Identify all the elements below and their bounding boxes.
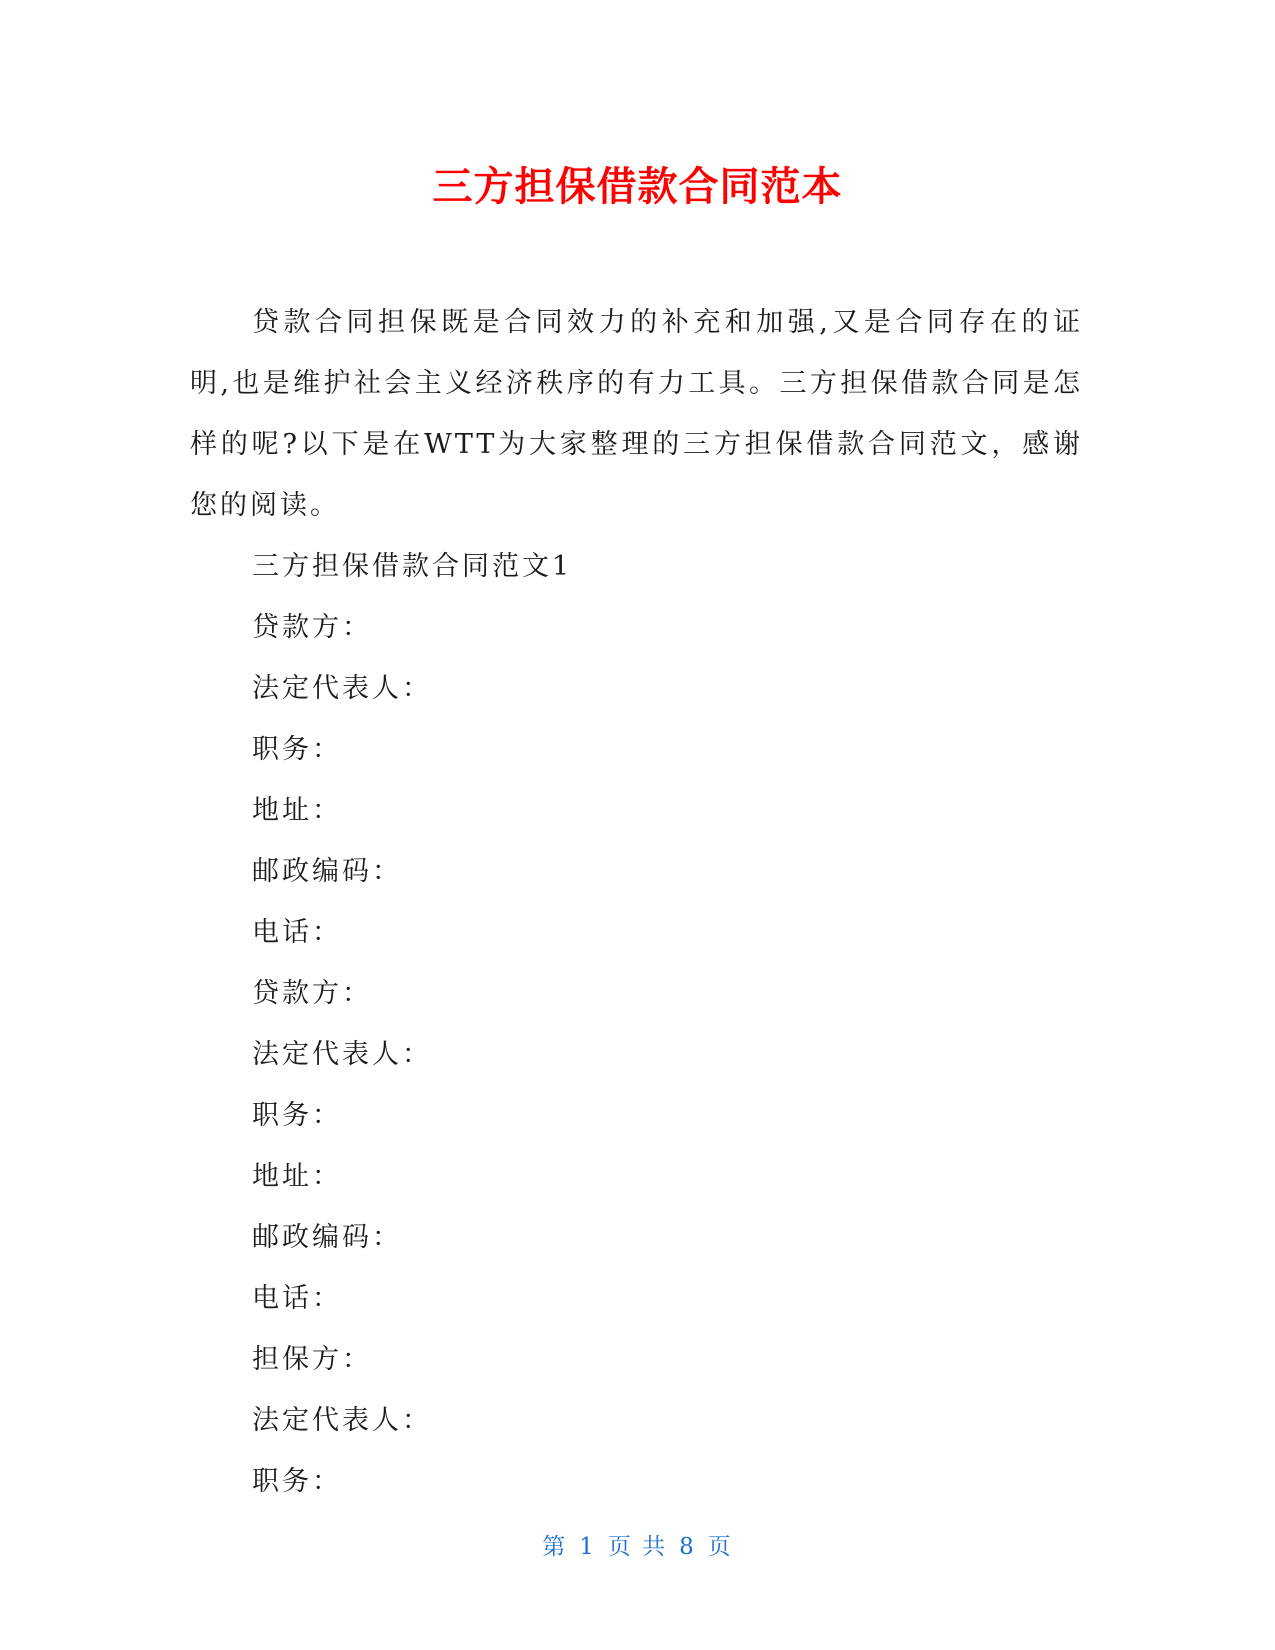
footer-total-pages: 8	[679, 1534, 696, 1560]
borrower-postcode-label: 邮政编码：	[252, 1222, 402, 1253]
lender-representative-label: 法定代表人：	[252, 673, 432, 704]
borrower-address-label: 地址：	[252, 1161, 342, 1192]
page-footer	[0, 1532, 1275, 1562]
footer-suffix: 页	[707, 1534, 733, 1560]
footer-middle: 页 共	[607, 1534, 668, 1560]
guarantor-representative-label: 法定代表人：	[252, 1405, 432, 1436]
footer-current-page: 1	[579, 1534, 596, 1560]
borrower-representative-label: 法定代表人：	[252, 1039, 432, 1070]
lender-label: 贷款方：	[252, 612, 372, 643]
borrower-position-label: 职务：	[252, 1100, 342, 1131]
guarantor-label: 担保方：	[252, 1344, 372, 1375]
footer-prefix: 第	[542, 1534, 568, 1560]
borrower-phone-label: 电话：	[252, 1283, 342, 1314]
intro-paragraph: 贷款合同担保既是合同效力的补充和加强,又是合同存在的证明,也是维护社会主义经济秩序的有力工具。三方担保借款合同是怎样的呢?以下是在WTT为大家整理的三方担保借款合同范文，感谢您的阅读。	[190, 307, 1083, 521]
document-body	[190, 292, 1083, 1512]
borrower-label: 贷款方：	[252, 978, 372, 1009]
lender-address-label: 地址：	[252, 795, 342, 826]
document-title: 三方担保借款合同范本	[432, 164, 843, 210]
guarantor-position-label: 职务：	[252, 1466, 342, 1497]
lender-phone-label: 电话：	[252, 917, 342, 948]
lender-position-label: 职务：	[252, 734, 342, 765]
lender-postcode-label: 邮政编码：	[252, 856, 402, 887]
section-heading: 三方担保借款合同范文1	[252, 551, 573, 582]
